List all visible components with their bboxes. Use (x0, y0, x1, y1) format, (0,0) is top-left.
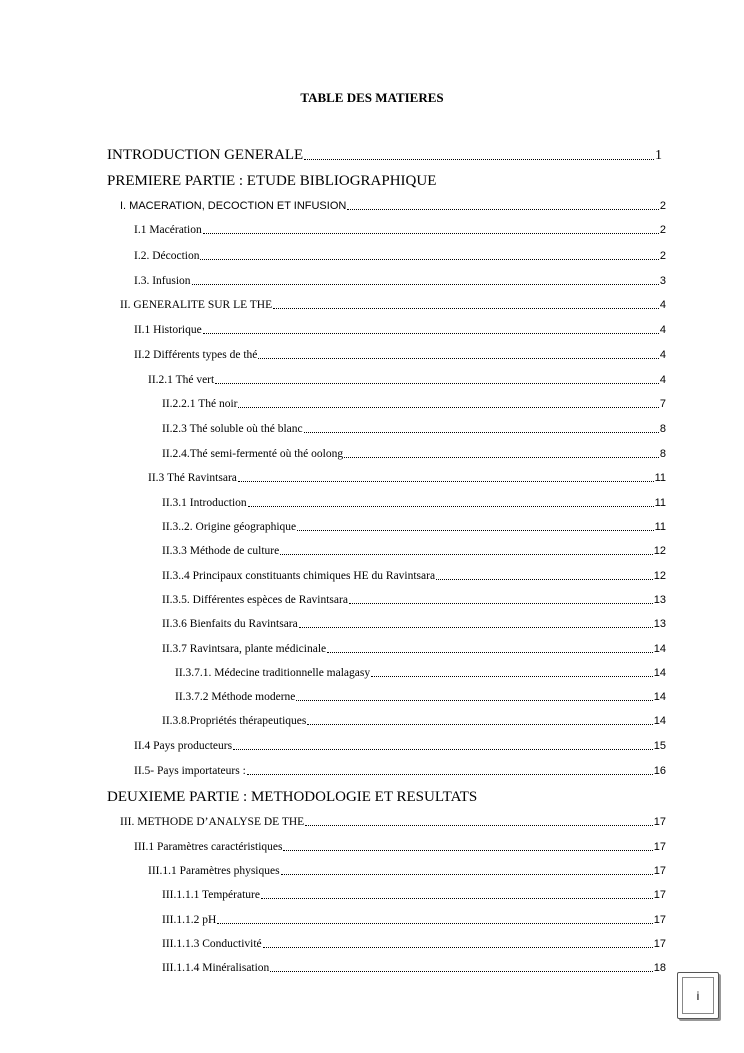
dot-leader (270, 970, 652, 972)
toc-entry-page: 17 (653, 889, 666, 901)
toc-entry-page: 13 (653, 594, 666, 606)
toc-entry-text: INTRODUCTION GENERALE (107, 147, 304, 163)
toc-entry-page: 12 (653, 570, 666, 582)
toc-entry[interactable] (162, 911, 666, 929)
toc-entry[interactable] (162, 615, 666, 633)
dot-leader (327, 651, 653, 653)
dot-leader (263, 946, 653, 948)
toc-entry[interactable] (120, 296, 666, 314)
toc-entry-text: II.2 Différents types de thé (134, 349, 258, 361)
toc-entry-text: II.3.7.2 Méthode moderne (175, 691, 296, 703)
toc-entry-text: III. METHODE D’ANALYSE DE THE (120, 816, 305, 828)
toc-entry-page: 2 (659, 224, 666, 236)
toc-entry[interactable] (162, 542, 666, 560)
toc-entry[interactable] (162, 712, 666, 730)
toc-entry-page: 4 (659, 349, 666, 361)
dot-leader (299, 626, 653, 628)
toc-entry-text: I.1 Macération (134, 224, 202, 236)
toc-entry-text: III.1.1.3 Conductivité (162, 938, 262, 950)
toc-entry-text: I. MACERATION, DECOCTION ET INFUSION (120, 200, 347, 212)
toc-entry-page: 3 (659, 275, 666, 287)
toc-entry[interactable] (107, 787, 662, 807)
toc-entry-text: II.3..2. Origine géographique (162, 521, 297, 533)
toc-entry[interactable] (162, 567, 666, 585)
dot-leader (436, 578, 653, 580)
toc-entry[interactable] (134, 247, 666, 265)
dot-leader (261, 897, 653, 899)
toc-entry-page: 14 (653, 691, 666, 703)
toc-entry-page: 17 (653, 816, 666, 828)
toc-entry-page: 17 (653, 865, 666, 877)
dot-leader (347, 208, 659, 210)
dot-leader (273, 307, 659, 309)
dot-leader (248, 505, 654, 507)
toc-entry-text: II.4 Pays producteurs (134, 740, 233, 752)
toc-entry[interactable] (107, 171, 662, 191)
dot-leader (203, 332, 659, 334)
toc-entry-text: II.3.5. Différentes espèces de Ravintsara (162, 594, 348, 606)
toc-entry[interactable] (162, 494, 666, 512)
toc-entry[interactable] (134, 346, 666, 364)
toc-entry-page: 8 (659, 423, 666, 435)
toc-entry-page: 18 (653, 962, 666, 974)
toc-entry-text: DEUXIEME PARTIE : METHODOLOGIE ET RESULTATS (107, 789, 478, 805)
toc-entry-text: II.5- Pays importateurs : (134, 765, 246, 777)
toc-entry[interactable] (107, 145, 662, 165)
toc-entry[interactable] (162, 640, 666, 658)
toc-entry-page: 11 (654, 521, 666, 533)
dot-leader (280, 553, 653, 555)
dot-leader (258, 357, 659, 359)
toc-entry-text: III.1 Paramètres caractéristiques (134, 841, 283, 853)
toc-entry[interactable] (162, 886, 666, 904)
toc-entry[interactable] (120, 813, 666, 831)
dot-leader (215, 382, 659, 384)
dot-leader (200, 258, 658, 260)
dot-leader (283, 849, 652, 851)
toc-entry-page: 15 (653, 740, 666, 752)
toc-entry-text: II.3..4 Principaux constituants chimiques HE du Ravintsara (162, 570, 436, 582)
toc-entry-text: II.3.7 Ravintsara, plante médicinale (162, 643, 327, 655)
toc-entry-text: III.1.1 Paramètres physiques (148, 865, 280, 877)
toc-entry[interactable] (162, 420, 666, 438)
toc-entry-text: II. GENERALITE SUR LE THE (120, 299, 273, 311)
dot-leader (296, 699, 652, 701)
toc-entry-text: I.3. Infusion (134, 275, 191, 287)
toc-entry-text: II.2.1 Thé vert (148, 374, 215, 386)
toc-entry-page: 14 (653, 715, 666, 727)
toc-entry-text: III.1.1.4 Minéralisation (162, 962, 270, 974)
toc-entry-page: 2 (659, 250, 666, 262)
toc-entry-page: 4 (659, 374, 666, 386)
toc-entry-text: I.2. Décoction (134, 250, 200, 262)
toc-entry[interactable] (162, 518, 666, 536)
toc-entry[interactable] (162, 959, 666, 977)
dot-leader (238, 406, 658, 408)
dot-leader (238, 480, 654, 482)
dot-leader (344, 456, 659, 458)
dot-leader (192, 283, 659, 285)
dot-leader (233, 748, 653, 750)
toc-entry[interactable] (162, 591, 666, 609)
toc-entry[interactable] (134, 737, 666, 755)
toc-entry-page: 17 (653, 841, 666, 853)
toc-entry[interactable] (120, 197, 666, 215)
toc-entry-text: II.3 Thé Ravintsara (148, 472, 237, 484)
toc-entry-text: II.2.2.1 Thé noir (162, 398, 238, 410)
toc-entry-text: II.1 Historique (134, 324, 202, 336)
dot-leader (217, 922, 652, 924)
toc-entry-text: PREMIERE PARTIE : ETUDE BIBLIOGRAPHIQUE (107, 173, 437, 189)
toc-entry-page: 4 (659, 299, 666, 311)
toc-entry-page: 14 (653, 667, 666, 679)
toc-entry-page: 11 (654, 472, 666, 484)
toc-entry-page: 17 (653, 914, 666, 926)
toc-entry[interactable] (134, 221, 666, 239)
toc-entry[interactable] (134, 272, 666, 290)
toc-entry-page: 8 (659, 448, 666, 460)
toc-entry[interactable] (148, 469, 666, 487)
dot-leader (203, 232, 659, 234)
toc-entry[interactable] (134, 762, 666, 780)
toc-entry[interactable] (175, 688, 666, 706)
toc-entry-page: 12 (653, 545, 666, 557)
dot-leader (304, 158, 654, 160)
dot-leader (297, 529, 653, 531)
toc-entry-page: 7 (659, 398, 666, 410)
toc-entry-page: 1 (655, 148, 662, 163)
dot-leader (247, 773, 653, 775)
toc-entry-page: 4 (659, 324, 666, 336)
toc-entry-page: 11 (654, 497, 666, 509)
toc-entry-text: II.3.8.Propriétés thérapeutiques (162, 715, 307, 727)
toc-entry-text: II.3.7.1. Médecine traditionnelle malagasy (175, 667, 371, 679)
page-number-box (677, 972, 719, 1019)
toc-entry-page: 17 (653, 938, 666, 950)
toc-entry-text: II.3.3 Méthode de culture (162, 545, 280, 557)
dot-leader (304, 431, 659, 433)
toc-entry-text: III.1.1.1 Température (162, 889, 260, 901)
toc-entry-page: 16 (653, 765, 666, 777)
toc-entry[interactable] (162, 935, 666, 953)
page-title: TABLE DES MATIERES (300, 90, 444, 105)
toc-entry[interactable] (148, 371, 666, 389)
toc-entry-text: III.1.1.2 pH (162, 914, 217, 926)
toc-entry-text: II.3.1 Introduction (162, 497, 247, 509)
toc-entry-text: II.2.3 Thé soluble où thé blanc (162, 423, 303, 435)
page-number: i (696, 988, 700, 1003)
toc-entry-text: II.3.6 Bienfaits du Ravintsara (162, 618, 298, 630)
toc-entry-text: II.2.4.Thé semi-fermenté où thé oolong (162, 448, 344, 460)
toc-entry[interactable] (134, 838, 666, 856)
toc-entry[interactable] (134, 321, 666, 339)
toc-entry[interactable] (148, 862, 666, 880)
toc-entry-page: 2 (659, 200, 666, 212)
toc-entry[interactable] (162, 445, 666, 463)
toc-entry[interactable] (175, 664, 666, 682)
dot-leader (349, 602, 653, 604)
dot-leader (281, 873, 653, 875)
toc-entry-page: 13 (653, 618, 666, 630)
toc-entry-page: 14 (653, 643, 666, 655)
toc-entry[interactable] (162, 395, 666, 413)
dot-leader (371, 675, 653, 677)
dot-leader (305, 824, 653, 826)
dot-leader (307, 723, 652, 725)
